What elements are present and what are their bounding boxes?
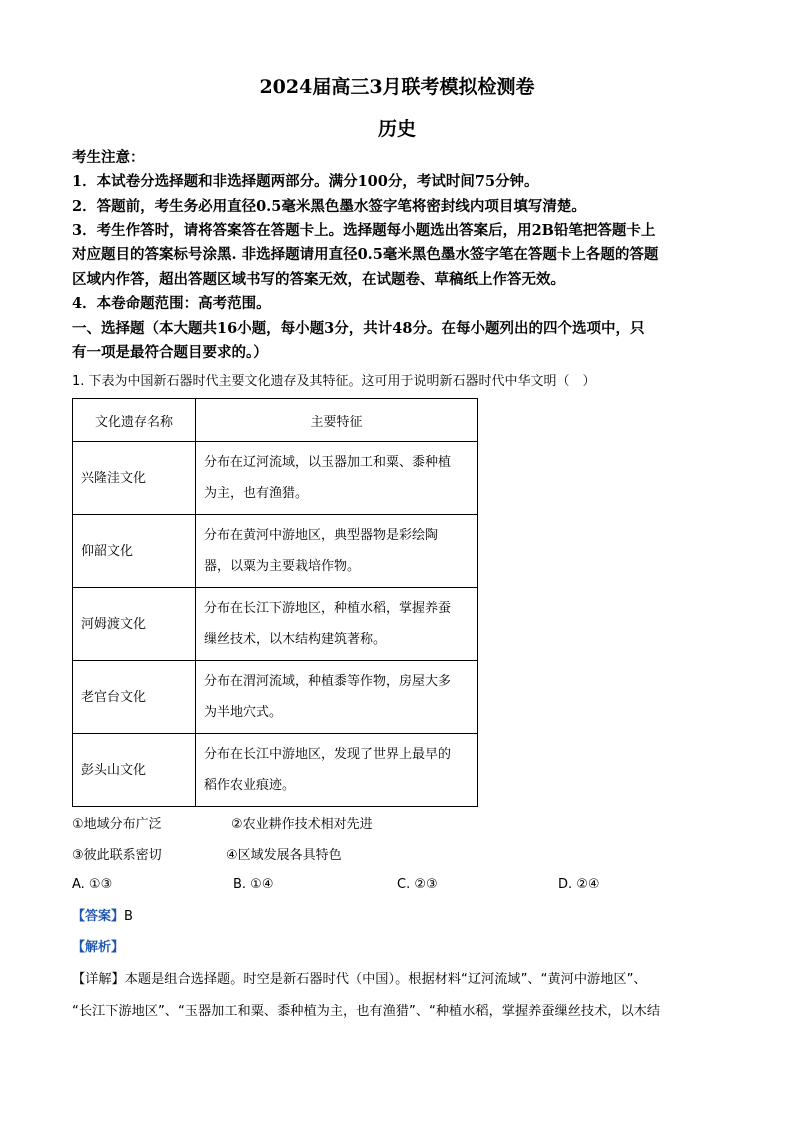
section-heading: 一、选择题（本大题共16小题，每小题3分，共计48分。在每小题列出的四个选项中，只 (72, 320, 645, 337)
option-c: C. ②③ (397, 877, 438, 892)
culture-feature: 分布在辽河流域，以玉器加工和粟、黍种植 为主，也有渔猎。 (196, 442, 478, 515)
table-row (73, 515, 478, 588)
culture-table (72, 398, 478, 807)
subject-title: 历史 (377, 118, 416, 140)
notice-item: 2．答题前，考生务必用直径0.5毫米黑色墨水签字笔将密封线内项目填写清楚。 (72, 198, 586, 215)
detail-line: “长江下游地区”、“玉器加工和粟、黍种植为主，也有渔猎”、“种植水稻，掌握养蚕缫丝技术，以木结 (72, 1004, 661, 1019)
question-stem: 1. 下表为中国新石器时代主要文化遗存及其特征。这可用于说明新石器时代中华文明（ ） (72, 374, 596, 389)
answer-line (72, 907, 133, 927)
culture-feature: 分布在长江下游地区，种植水稻，掌握养蚕 缫丝技术，以木结构建筑著称。 (196, 588, 478, 661)
notice-item: 对应题目的答案标号涂黑. 非选择题请用直径0.5毫米黑色墨水签字笔在答题卡上各题的答题 (72, 246, 659, 263)
culture-feature: 分布在黄河中游地区，典型器物是彩绘陶 器，以粟为主要栽培作物。 (196, 515, 478, 588)
answer-label: 【答案】 (72, 909, 125, 924)
notice-item: 区域内作答，超出答题区域书写的答案无效，在试题卷、草稿纸上作答无效。 (72, 271, 565, 288)
column-header: 主要特征 (196, 399, 478, 442)
statement-3: ③彼此联系密切 (72, 848, 162, 863)
notice-item: 3．考生作答时，请将答案答在答题卡上。选择题每小题选出答案后，用2B铅笔把答题卡上 (72, 222, 656, 239)
exam-title: 2024届高三3月联考模拟检测卷 (259, 76, 535, 98)
option-b: B. ①④ (233, 877, 274, 892)
notice-heading: 考生注意： (72, 149, 145, 166)
table-row (73, 661, 478, 734)
culture-name: 兴隆洼文化 (73, 442, 196, 515)
culture-feature: 分布在长江中游地区，发现了世界上最早的 稻作农业痕迹。 (196, 734, 478, 807)
culture-name: 仰韶文化 (73, 515, 196, 588)
analysis-line (72, 938, 124, 958)
notice-item: 1．本试卷分选择题和非选择题两部分。满分100分，考试时间75分钟。 (72, 173, 539, 190)
culture-name: 彭头山文化 (73, 734, 196, 807)
answer-value: B (124, 909, 133, 924)
section-heading-cont: 有一项是最符合题目要求的。） (72, 344, 268, 361)
notice-item: 4．本卷命题范围：高考范围。 (72, 295, 271, 312)
option-a: A. ①③ (72, 877, 113, 892)
statement-1: ①地域分布广泛 (72, 817, 162, 832)
culture-feature: 分布在渭河流域，种植黍等作物，房屋大多 为半地穴式。 (196, 661, 478, 734)
culture-name: 老官台文化 (73, 661, 196, 734)
table-header-row (73, 399, 478, 442)
table-row (73, 442, 478, 515)
statement-2: ②农业耕作技术相对先进 (231, 817, 373, 832)
statement-4: ④区域发展各具特色 (226, 848, 342, 863)
column-header: 文化遗存名称 (73, 399, 196, 442)
culture-name: 河姆渡文化 (73, 588, 196, 661)
table-row (73, 734, 478, 807)
analysis-label: 【解析】 (72, 940, 125, 955)
option-d: D. ②④ (558, 877, 600, 892)
detail-line: 【详解】本题是组合选择题。时空是新石器时代（中国）。根据材料“辽河流域”、“黄河中游地区”、 (72, 972, 647, 987)
table-row (73, 588, 478, 661)
